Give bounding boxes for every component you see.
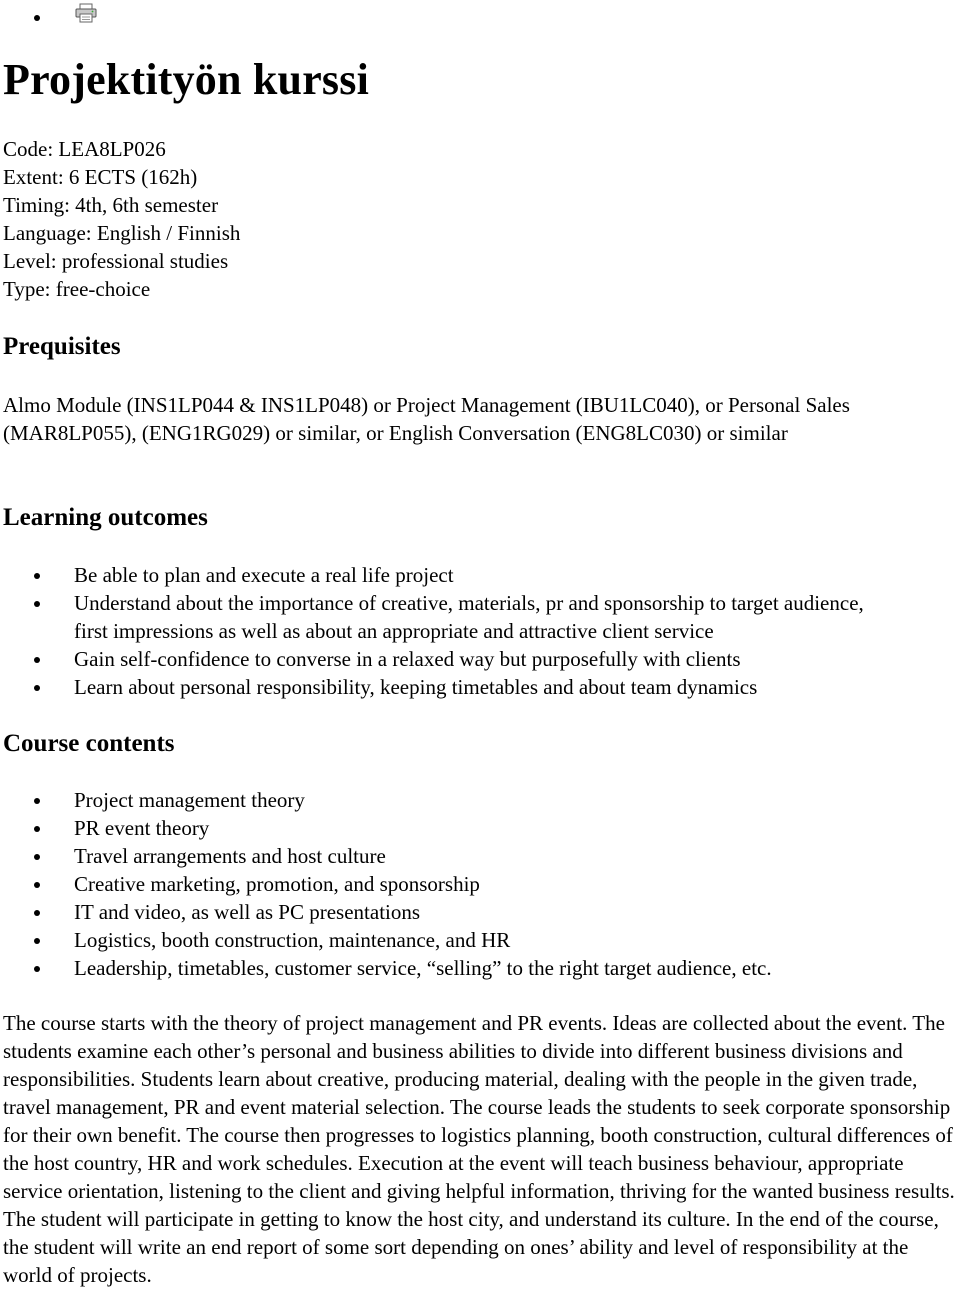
bullet-icon xyxy=(34,854,40,860)
course-contents-list xyxy=(0,786,894,982)
meta-timing: Timing: 4th, 6th semester xyxy=(3,193,219,217)
learning-outcomes-list xyxy=(0,561,894,701)
list-item: Project management theory xyxy=(0,786,894,814)
list-item: Be able to plan and execute a real life project xyxy=(0,561,894,589)
bullet-icon xyxy=(34,882,40,888)
list-item: Understand about the importance of creative, materials, pr and sponsorship to target audience, first impressions as well as about an appropriate and attractive client service xyxy=(0,589,894,645)
printer-icon[interactable] xyxy=(75,3,97,23)
list-item: Creative marketing, promotion, and sponsorship xyxy=(0,870,894,898)
list-item: IT and video, as well as PC presentations xyxy=(0,898,894,926)
list-item: Learn about personal responsibility, keeping timetables and about team dynamics xyxy=(0,673,894,701)
list-item: PR event theory xyxy=(0,814,894,842)
bullet-icon xyxy=(34,657,40,663)
meta-type: Type: free-choice xyxy=(3,277,151,301)
bullet-icon xyxy=(34,966,40,972)
bullet-icon xyxy=(34,798,40,804)
bullet-icon xyxy=(34,938,40,944)
bullet-icon xyxy=(34,685,40,691)
list-item: Leadership, timetables, customer service, “selling” to the right target audience, etc. xyxy=(0,954,894,982)
print-list xyxy=(0,0,200,30)
list-item: Logistics, booth construction, maintenance, and HR xyxy=(0,926,894,954)
bullet-icon xyxy=(34,601,40,607)
page-title: Projektityön kurssi xyxy=(3,55,370,104)
bullet-icon xyxy=(34,573,40,579)
course-contents-heading: Course contents xyxy=(3,730,175,757)
meta-level: Level: professional studies xyxy=(3,249,229,273)
list-item: Gain self-confidence to converse in a relaxed way but purposefully with clients xyxy=(0,645,894,673)
list-item: Travel arrangements and host culture xyxy=(0,842,894,870)
meta-code: Code: LEA8LP026 xyxy=(3,137,166,161)
meta-language: Language: English / Finnish xyxy=(3,221,241,245)
learning-outcomes-heading: Learning outcomes xyxy=(3,504,208,531)
meta-extent: Extent: 6 ECTS (162h) xyxy=(3,165,198,189)
prerequisites-text: Almo Module (INS1LP044 & INS1LP048) or Project Management (IBU1LC040), or Personal Sales (MAR8LP055), (ENG1RG029) or similar, or English Conversation (ENG8LC030) or similar xyxy=(3,393,850,445)
bullet-icon xyxy=(34,826,40,832)
bullet-icon xyxy=(34,15,40,21)
prerequisites-heading: Prequisites xyxy=(3,333,121,360)
course-meta xyxy=(3,135,240,303)
bullet-icon xyxy=(34,910,40,916)
course-description: The course starts with the theory of project management and PR events. Ideas are collected about the event. The students examine each other’s personal and business abilities to divide into different business divisions and responsibilities. Students learn about creative, producing material, dealing with the people in the given trade, travel management, PR and event material selection. The course leads the students to seek corporate sponsorship for their own benefit. The course then progresses to logistics planning, booth construction, cultural differences of the host country, HR and work schedules. Execution at the event will teach business behaviour, appropriate service orientation, listening to the client and giving helpful information, thriving for the wanted business results. The student will participate in getting to know the host city, and understand its culture. In the end of the course, the student will write an end report of some sort depending on ones’ ability and level of responsibility at the world of projects. xyxy=(3,1011,955,1287)
